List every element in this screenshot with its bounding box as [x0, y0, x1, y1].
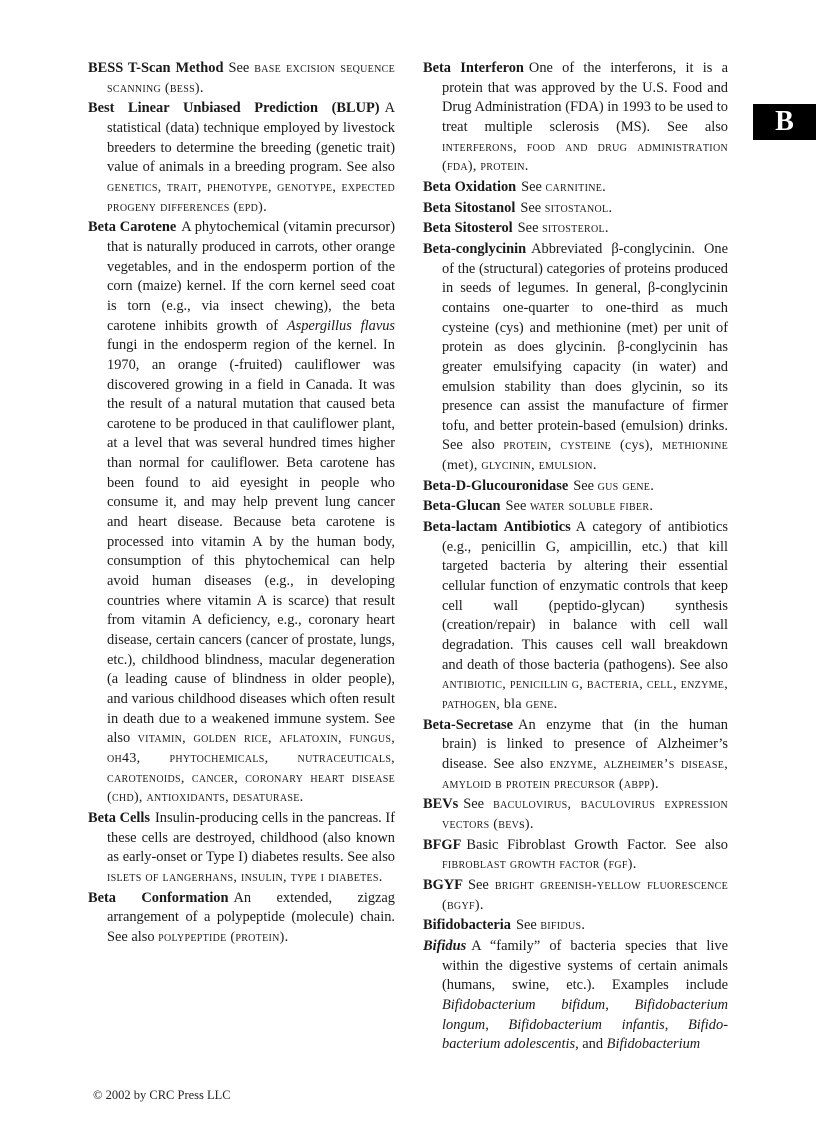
section-thumb-tab	[753, 104, 816, 140]
glossary-entry	[423, 477, 728, 497]
definition-text: A category of antibiotics (e.g., penicillin G, ampicillin, etc.) that kill targeted bacteria by altering their essential cellular function of enzymatic controls that keep cell wall (peptido-glycan) synthesis (creation/repair) in balance with cell wall degradation. This causes cell wall breakdown and death of those bacteria (pathogens). See also	[442, 519, 728, 673]
copyright-footer: © 2002 by CRC Press LLC	[93, 1088, 231, 1102]
definition-text: One of the interferons, it is a protein that was approved by the U.S. Food and Drug Administration (FDA) in 1993 to be used to treat multiple sclerosis (MS). See also	[442, 60, 728, 135]
italic-species-name: Bifidobacterium bifidum	[442, 996, 606, 1013]
cross-reference-fragment: s	[519, 816, 525, 832]
definition-text: See	[515, 917, 541, 934]
entry-term: Beta Conformation	[88, 889, 229, 906]
thumb-tab-letter: B	[775, 106, 794, 137]
italic-species-name: Aspergillus flavus	[286, 317, 395, 334]
entry-term: BESS T-Scan Method	[88, 60, 224, 76]
definition-text: .	[655, 775, 659, 792]
entry-term: Beta Oxidation	[423, 178, 517, 195]
definition-text: .	[632, 856, 637, 873]
entry-term: Beta-lactam Antibiotics	[423, 519, 571, 536]
definition-text: See	[520, 199, 545, 216]
definition-text: .	[650, 477, 654, 494]
entry-term: Beta-D-Glucouronidase	[423, 477, 569, 494]
glossary-entry	[423, 876, 728, 915]
cross-reference: baculovirus, baculovirus expression vectors (bev	[442, 797, 728, 832]
glossary-entry	[423, 795, 728, 834]
glossary-entry	[88, 889, 395, 948]
entry-term: BFGF	[423, 836, 462, 853]
definition-text: See	[517, 220, 543, 237]
glossary-entry	[423, 219, 728, 239]
definition-text: , and	[575, 1036, 607, 1053]
definition-text: An extended, zigzag arrangement of a polypeptide (molecule) chain. See also	[107, 889, 395, 945]
entry-term: BEVs	[423, 796, 459, 813]
definition-text: .	[284, 928, 289, 945]
cross-reference-fragment: (met)	[442, 458, 474, 474]
definition-text: See	[505, 498, 530, 515]
glossary-entry	[423, 240, 728, 476]
cross-reference: polypeptide (protein)	[158, 929, 285, 945]
cross-reference: antibiotic, penicillin g, bacteria, cell, enzyme, pathogen,	[442, 677, 728, 712]
glossary-entry	[423, 836, 728, 875]
entry-term: Beta-Glucan	[423, 498, 501, 515]
cross-reference: gene	[521, 697, 554, 712]
entry-term: Beta Interferon	[423, 60, 524, 76]
definition-text: Abbreviated β-conglycinin. One of the (structural) categories of proteins produced in seeds of legumes. In general, β-conglycinin contains one-quarter to one-third as much cysteine (cys) and methionine (met) per unit of protein as does glycinin. β-conglycinin has greater emulsifying capacity (in water) and emulsion stability than does glycinin, so its presence can assist the manufacture of firmer tofu, and better protein-based (emulsion) drinks. See also	[442, 240, 728, 454]
glossary-entry	[423, 518, 728, 715]
italic-species-name: Bifidobacterium	[606, 1036, 701, 1053]
entry-term: Best Linear Unbiased Prediction (BLUP)	[88, 100, 380, 117]
cross-reference: water soluble fiber	[529, 499, 650, 515]
entry-term: Beta Carotene	[88, 219, 177, 236]
entry-term: Beta-conglycinin	[423, 240, 527, 257]
definition-text: Insulin-producing cells in the pancreas. If these cells are destroyed, childhood (also known as early-onset or Type I) diabetes results. See also	[107, 809, 395, 866]
right-column	[423, 59, 728, 1056]
glossary-entry	[423, 199, 728, 219]
cross-reference: genetics, trait, phenotype, genotype, expected progeny differences (epd)	[107, 179, 395, 215]
cross-reference: gus gene	[597, 478, 651, 494]
definition-text: .	[592, 457, 597, 474]
glossary-entry	[423, 937, 728, 1055]
definition-text: .	[602, 178, 606, 195]
cross-reference-fragment: bla	[503, 697, 522, 712]
definition-text: See	[467, 876, 495, 893]
cross-reference: base excision sequence scanning (bess)	[107, 61, 395, 96]
italic-species-name: Bifidobacterium longum	[442, 996, 728, 1033]
definition-text: See	[573, 477, 598, 494]
cross-reference: vitamin, golden rice, aflatoxin, fungus, oh43, phytochemicals, nutraceuticals, carotenoids, cancer, coronary heart disease (chd), antioxidants, desaturase	[107, 731, 396, 806]
definition-text: ,	[605, 996, 635, 1013]
cross-reference: sitostanol	[544, 200, 609, 216]
definition-text: .	[608, 199, 613, 216]
definition-text: .	[479, 896, 484, 913]
definition-text: .	[649, 498, 653, 515]
cross-reference: enzyme, alzheimer’s disease, amyloid β protein precursor (aβpp)	[442, 756, 729, 792]
glossary-entry	[423, 59, 728, 177]
glossary-entry	[88, 99, 395, 217]
cross-reference: bifidus	[540, 918, 582, 934]
entry-term: Beta Sitostanol	[423, 199, 516, 216]
entry-term: Beta-Secretase	[423, 716, 514, 733]
definition-text: fungi in the endosperm region of the kernel. In 1970, an orange (-fruited) cauliflower was discovered growing in a field in Canada. It was the result of a natural mutation that caused beta carotene to be produced in that cauliflower plant, at a level that was several hundred times higher than normal for cauliflower. Beta carotene has been found to aid eyesight in people who consume it, and may help prevent lung cancer and heart disease. Because beta carotene is processed into vitamin A by the human body, consumption of this phytochemical can help avoid human diseases (e.g., in developing countries where vitamin A is scarce) that result from vitamin A deficiency, e.g., coronary heart disease, certain cancers (cancer of prostate, lungs, etc.), childhood blindness, macular degeneration (a leading cause of blindness in older people), and various childhood diseases which often result in death due to a weakened immune system. See also	[107, 337, 395, 747]
definition-text: .	[263, 198, 267, 215]
cross-reference: , methionine	[649, 438, 729, 454]
italic-species-name: Bifidobacterium infantis	[508, 1016, 665, 1033]
definition-text: A statistical (data) technique employed by livestock breeders to determine the breeding (genetic trait) value of animals in a breeding program. See also	[107, 100, 395, 176]
cross-reference: fibroblast growth factor (fgf)	[442, 857, 633, 873]
entry-term: BGYF	[423, 876, 463, 893]
cross-reference: )	[524, 816, 530, 832]
definition-text: A “family” of bacteria species that live within the digestive systems of certain animals (humans, swine, etc.). Examples include	[442, 937, 728, 994]
definition-text: A phytochemical (vitamin precursor) that is naturally produced in carrots, other orange vegetables, and in the endosperm portion of the corn (maize) kernel. If the corn kernel seed coat is torn (e.g., via insect chewing), the beta carotene inhibits growth of	[107, 219, 395, 334]
definition-text: .	[378, 868, 383, 885]
definition-text: Basic Fibroblast Growth Factor. See also	[466, 836, 728, 853]
glossary-entry	[423, 178, 728, 198]
glossary-entry	[423, 497, 728, 517]
cross-reference: sitosterol	[542, 221, 605, 237]
cross-reference: bright greenish-yellow fluorescence (bgyf)	[442, 877, 728, 913]
glossary-entry	[88, 59, 395, 98]
cross-reference: protein, cysteine	[503, 438, 621, 454]
glossary-entry	[423, 716, 728, 795]
definition-text: .	[529, 815, 534, 832]
definition-text: .	[581, 917, 585, 934]
definition-text: See	[463, 796, 494, 813]
cross-reference: , glycinin, emulsion	[473, 458, 593, 474]
entry-term: Bifidus	[423, 937, 467, 954]
italic-species-name: Bifidobacterium adolescentis	[442, 1016, 728, 1053]
definition-text: .	[524, 158, 529, 175]
definition-text: .	[199, 79, 204, 96]
glossary-entry	[88, 218, 395, 808]
cross-reference: carnitine	[545, 179, 603, 195]
definition-text: .	[604, 220, 609, 237]
cross-reference: interferons, food and drug administration (fda), protein	[442, 139, 728, 175]
glossary-entry	[423, 916, 728, 936]
entry-term: Beta Cells	[88, 809, 150, 826]
cross-reference-fragment: (cys)	[620, 438, 650, 454]
definition-text: ,	[664, 1016, 688, 1033]
definition-text: .	[553, 696, 558, 712]
entry-term: Bifidobacteria	[423, 917, 511, 934]
entry-term: Beta Sitosterol	[423, 220, 513, 237]
definition-text: See	[228, 60, 255, 76]
definition-text: An enzyme that (in the human brain) is linked to presence of Alzheimer’s disease. See also	[442, 716, 728, 772]
left-column	[88, 59, 395, 949]
definition-text: ,	[485, 1016, 509, 1033]
definition-text: .	[299, 789, 304, 806]
cross-reference: islets of langerhans, insulin, type i diabetes	[107, 869, 379, 885]
glossary-entry	[88, 809, 395, 888]
definition-text: See	[521, 178, 546, 195]
